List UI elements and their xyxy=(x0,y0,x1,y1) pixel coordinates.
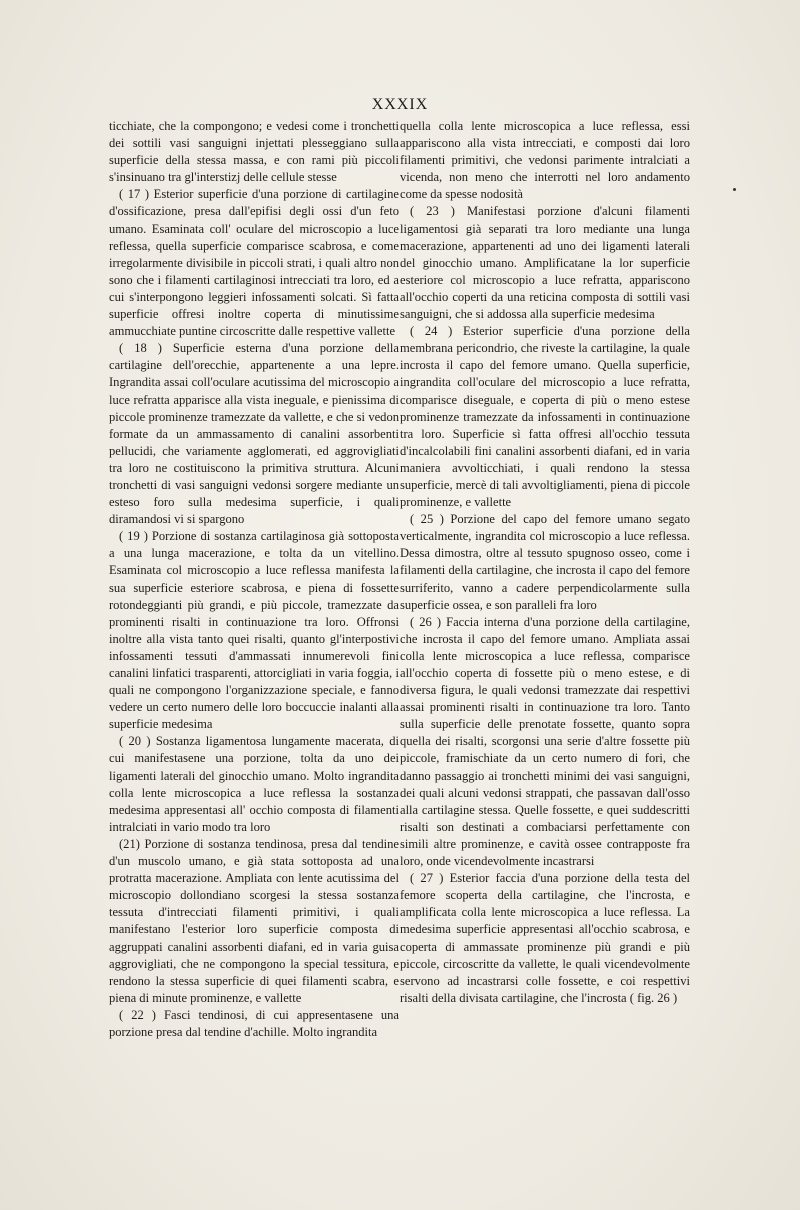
paragraph: quella colla lente microscopica a luce reflessa, essi appariscono alla vista intrecciati, e composti dai loro filamenti primitivi, che vedonsi parimente intralciati a vicenda, non meno che interrotti nel loro andamento come da spesse nodosità xyxy=(400,119,690,202)
paragraph: ( 26 ) Faccia interna d'una porzione della cartilagine, che incrosta il capo del femore umano. Ampliata assai colla lente microscopica a luce reflessa, comparisce all'occhio coperta di fossette più o meno estese, e di diversa figura, le quali vedonsi tramezzate dai respettivi assai prominenti risalti in continuazione tra loro. Tanto sulla superficie delle prenotate fossette, quanto sopra quella dei risalti, scorgonsi una serie d'altre fossette più piccole, framischiate da un certo numero di fori, che danno passaggio ai tronchetti minimi dei vasi sanguigni, dei quali alcuni vedonsi strappati, che passavan dall'osso alla cartilagine stessa. Quelle fossette, e quei suddescritti risalti son destinati a combaciarsi perfettamente con simili altre prominenze, e cavità ossee contrapposte fra loro, onde vicendevolmente incastrarsi xyxy=(400,614,690,869)
paragraph: ( 22 ) Fasci tendinosi, di cui appresentasene una porzione presa dal tendine d'achille. Molto ingrandita xyxy=(109,1007,399,1039)
paragraph: ( 18 ) Superficie esterna d'una porzione della cartilagine dell'orecchie, appartenente a una lepre. Ingrandita assai coll'oculare acutissima del microscopio a luce refratta apparisce alla vista ineguale, e pienissima di piccole prominenze tramezzate da vallette, e che si vedon formate da un ammassamento di canalini assorbenti pellucidi, che variamente agglomerati, ed aggrovigliati tra loro ne costituiscono la primitiva struttura. Alcuni tronchetti di vasi sanguigni vedonsi sorgere mediante un esteso foro sulla medesima superficie, i quali diramandosi vi si spargono xyxy=(109,341,399,527)
paragraph: ( 24 ) Esterior superficie d'una porzione della membrana pericondrio, che riveste la cartilagine, la quale incrosta il capo del femore umano. Quella superficie, ingrandita coll'oculare del microscopio a luce refratta, comparisce diseguale, e coperta di più o meno estese prominenze tramezzate da infossamenti in continuazione tra loro. Superficie sì fatta offresi all'occhio tessuta d'incalcolabili fini canalini assorbenti diafani, ed in varia maniera avvolticchiati, i quali rendono la stessa superficie, mercè di tali avvoltigliamenti, piena di piccole prominenze, e vallette xyxy=(400,324,690,510)
page-number: XXXIX xyxy=(371,96,429,113)
paragraph: ( 17 ) Esterior superficie d'una porzione di cartilagine d'ossificazione, presa dall'epifisi degli ossi d'un feto umano. Esaminata coll' oculare del microscopio a luce reflessa, quella superficie comparisce scabrosa, e come irregolarmente divisibile in piccoli strati, i quali altro non sono che i filamenti cartilaginosi intrecciati tra loro, ed a cui s'interpongono leggieri infossamenti solcati. Sì fatta superficie offresi inoltre coperta di minutissime ammucchiate puntine circoscritte dalle respettive vallette xyxy=(109,187,399,339)
paragraph: (21) Porzione di sostanza tendinosa, presa dal tendine d'un muscolo umano, e già stata sottoposta ad una protratta macerazione. Ampliata con lente acutissima del microscopio dollondiano scorgesi la stessa sostanza tessuta d'intrecciati filamenti primitivi, i quali manifestano l'esterior loro superficie composta di aggruppati canalini assorbenti diafani, ed in varia guisa aggrovigliati, che ne compongono la special tessitura, e rendono la stessa superficie di quei filamenti scabra, e piena di minute prominenze, e vallette xyxy=(109,836,399,1005)
paragraph: ( 23 ) Manifestasi porzione d'alcuni filamenti ligamentosi già separati tra loro mediante una lunga macerazione, appartenenti ad uno dei ligamenti laterali del ginocchio umano. Amplificatane la lor superficie esteriore col microscopio a luce refratta, appariscono all'occhio coperti da una reticina composta di sottili vasi sanguigni, che si addossa alla superficie medesima xyxy=(400,204,690,322)
paper-speck xyxy=(733,188,736,191)
paragraph: ( 20 ) Sostanza ligamentosa lungamente macerata, di cui manifestasene una porzione, tolta da uno dei ligamenti laterali del ginocchio umano. Molto ingrandita colla lente microscopica a luce reflessa la sostanza medesima appresentasi all' occhio composta di filamenti intralciati in vario modo tra loro xyxy=(109,734,399,834)
right-column xyxy=(400,118,690,1007)
paragraph: ( 27 ) Esterior faccia d'una porzione della testa del femore scoperta della cartilagine, che l'incrosta, e amplificata colla lente microscopica a luce reflessa. La medesima superficie appresentasi all'occhio scabrosa, e coperta di ammassate prominenze più grandi e più piccole, circoscritte da vallette, le quali vicendevolmente servono ad incastrarsi colle fossette, e coi respettivi risalti della divisata cartilagine, che l'incrosta ( fig. 26 ) xyxy=(400,871,690,1005)
paragraph: ( 19 ) Porzione di sostanza cartilaginosa già sottoposta a una lunga macerazione, e tolta da un vitellino. Esaminata col microscopio a luce reflessa manifesta la sua superficie esteriore scabrosa, e piena di fossette rotondeggianti più grandi, e più piccole, tramezzate da prominenti risalti in continuazione tra loro. Offronsi inoltre alla vista tanto quei risalti, quanto gl'interpostivi infossamenti tessuti d'ammassati innumerevoli fini canalini linfatici trasparenti, attorcigliati in varia foggia, i quali ne compongono l'organizzazione speciale, e fanno vedere un certo numero delle loro boccuccie inalanti alla superficie medesima xyxy=(109,529,399,732)
paragraph: ticchiate, che la compongono; e vedesi come i tronchetti dei sottili vasi sanguigni injettati plesseggiano sulla superficie della stessa massa, e con rami più piccoli s'insinuano tra gl'interstizj delle cellule stesse xyxy=(109,119,399,185)
paragraph: ( 25 ) Porzione del capo del femore umano segato verticalmente, ingrandita col microscopio a luce reflessa. Dessa dimostra, oltre al tessuto spugnoso osseo, come i filamenti della cartilagine, che incrosta il capo del femore surriferito, vanno a cadere perpendicolarmente sulla superficie ossea, e son paralleli fra loro xyxy=(400,512,690,612)
left-column xyxy=(109,118,399,1041)
